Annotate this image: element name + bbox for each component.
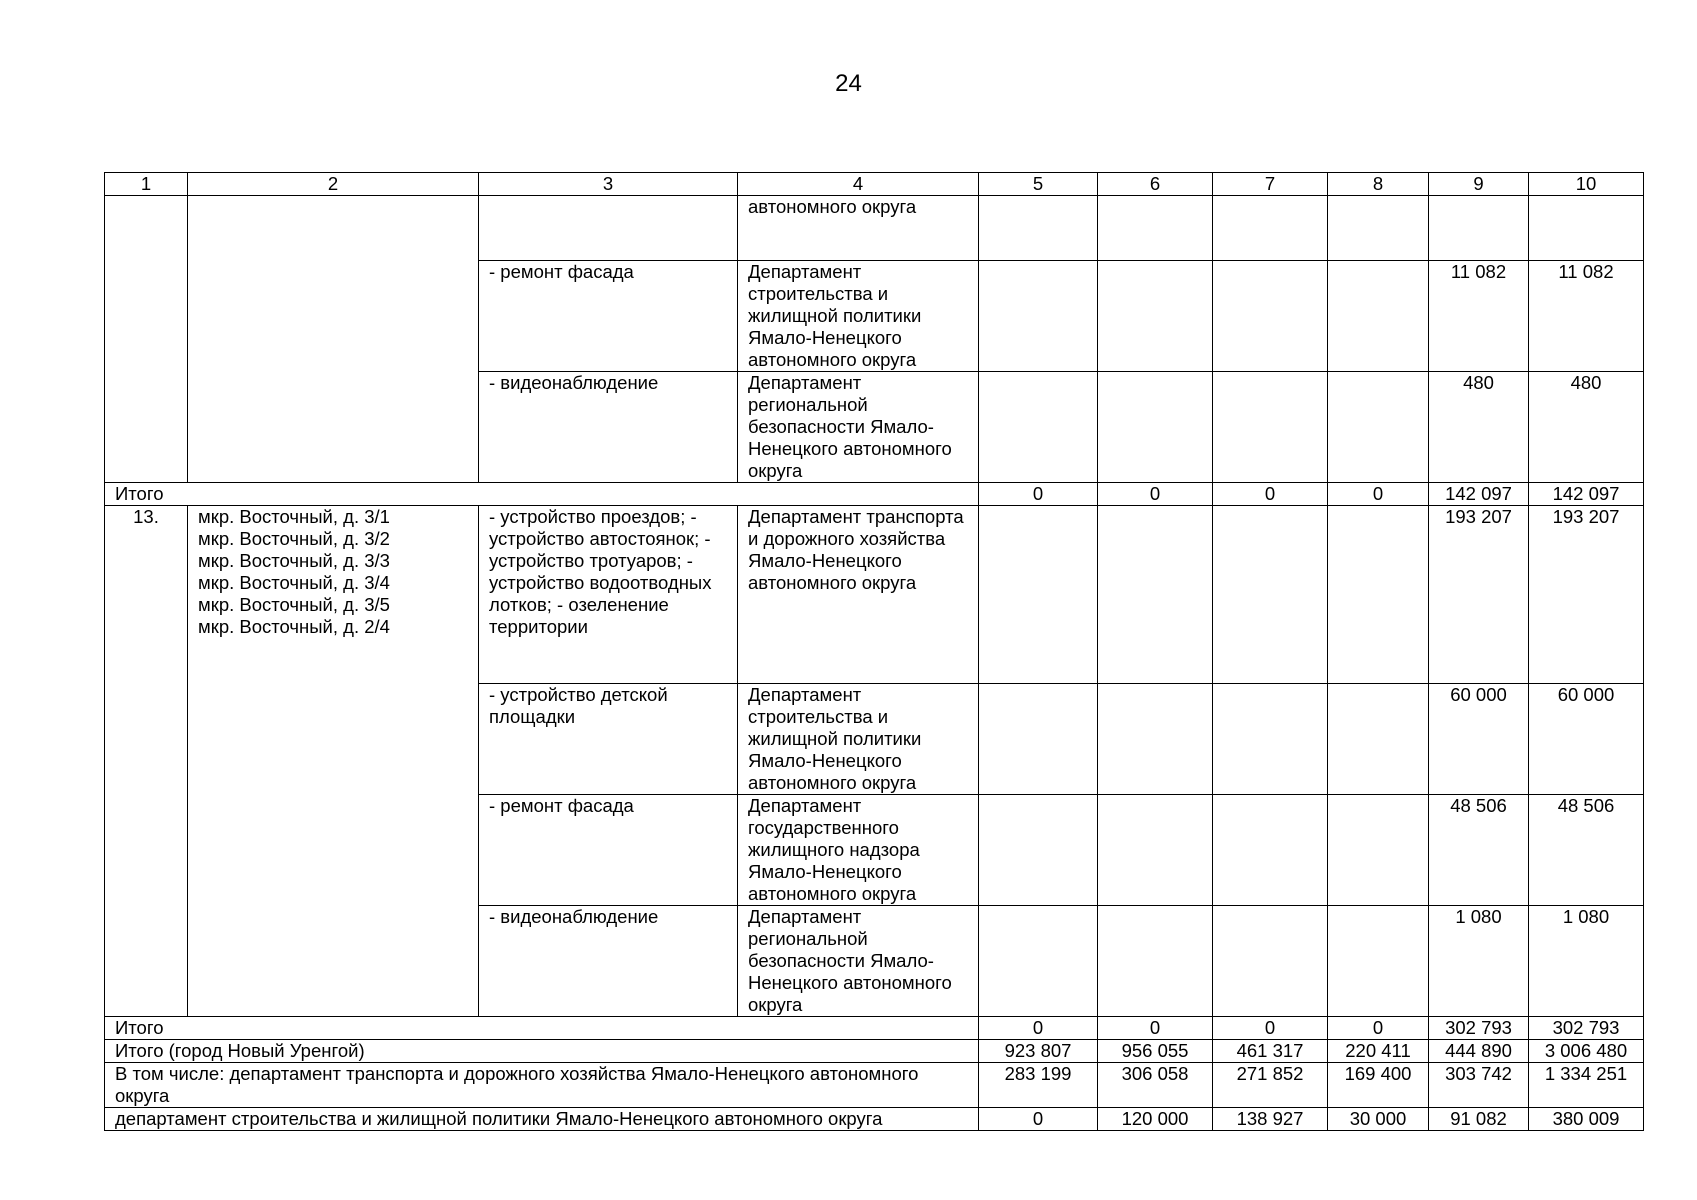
incl-transport-v8: 169 400 [1328,1063,1429,1108]
address-line: мкр. Восточный, д. 3/1 [198,506,390,527]
city-total-v9: 444 890 [1429,1040,1529,1063]
cell-v9: 48 506 [1429,795,1529,906]
incl-transport-v10: 1 334 251 [1529,1063,1644,1108]
incl-construction-label: департамент строительства и жилищной политики Ямало-Ненецкого автономного округа [105,1108,979,1131]
incl-transport-v6: 306 058 [1098,1063,1213,1108]
cell-num [105,196,188,483]
address-line: мкр. Восточный, д. 3/2 [198,528,390,549]
cell-v10: 480 [1529,372,1644,483]
incl-construction-v5: 0 [979,1108,1098,1131]
total-row [105,1017,1644,1040]
col-header: 3 [479,173,738,196]
city-total-v6: 956 055 [1098,1040,1213,1063]
cell-v10: 193 207 [1529,506,1644,684]
city-total-v10: 3 006 480 [1529,1040,1644,1063]
incl-construction-v10: 380 009 [1529,1108,1644,1131]
incl-transport-label: В том числе: департамент транспорта и дорожного хозяйства Ямало-Ненецкого автономного округа [105,1063,979,1108]
cell-work: - видеонаблюдение [479,372,738,483]
col-header: 8 [1328,173,1429,196]
cell-v10: 48 506 [1529,795,1644,906]
incl-transport-v7: 271 852 [1213,1063,1328,1108]
cell-work: - ремонт фасада [479,795,738,906]
city-total-label: Итого (город Новый Уренгой) [105,1040,979,1063]
col-header: 9 [1429,173,1529,196]
total-v7: 0 [1213,1017,1328,1040]
cell-work: - устройство детской площадки [479,684,738,795]
cell-work [479,196,738,261]
cell-v9: 480 [1429,372,1529,483]
col-header: 2 [188,173,479,196]
cell-v9: 11 082 [1429,261,1529,372]
cell-v9: 1 080 [1429,906,1529,1017]
column-numbers-row [105,173,1644,196]
table-row [105,196,1644,261]
incl-transport-row [105,1063,1644,1108]
total-v9: 302 793 [1429,1017,1529,1040]
cell-address [188,506,479,1017]
total-v8: 0 [1328,483,1429,506]
total-v9: 142 097 [1429,483,1529,506]
incl-construction-v7: 138 927 [1213,1108,1328,1131]
col-header: 10 [1529,173,1644,196]
address-line: мкр. Восточный, д. 2/4 [198,616,390,637]
cell-dept: Департамент региональной безопасности Ямало-Ненецкого автономного округа [738,372,979,483]
total-v5: 0 [979,483,1098,506]
cell-v10: 11 082 [1529,261,1644,372]
cell-v10: 60 000 [1529,684,1644,795]
address-line: мкр. Восточный, д. 3/5 [198,594,390,615]
cell-work: - ремонт фасада [479,261,738,372]
col-header: 1 [105,173,188,196]
cell-dept: Департамент региональной безопасности Ямало-Ненецкого автономного округа [738,906,979,1017]
cell-dept: автономного округа [738,196,979,261]
cell-dept: Департамент строительства и жилищной политики Ямало-Ненецкого автономного округа [738,261,979,372]
cell-dept: Департамент государственного жилищного надзора Ямало-Ненецкого автономного округа [738,795,979,906]
incl-construction-v9: 91 082 [1429,1108,1529,1131]
incl-construction-v8: 30 000 [1328,1108,1429,1131]
total-v7: 0 [1213,483,1328,506]
total-v10: 302 793 [1529,1017,1644,1040]
col-header: 5 [979,173,1098,196]
total-row [105,483,1644,506]
total-v8: 0 [1328,1017,1429,1040]
city-total-v8: 220 411 [1328,1040,1429,1063]
address-line: мкр. Восточный, д. 3/4 [198,572,390,593]
col-header: 6 [1098,173,1213,196]
cell-work: - устройство проездов; - устройство автостоянок; - устройство тротуаров; - устройство водоотводных лотков; - озеленение территории [479,506,738,684]
total-v6: 0 [1098,483,1213,506]
table-row [105,506,1644,684]
cell-dept: Департамент строительства и жилищной политики Ямало-Ненецкого автономного округа [738,684,979,795]
address-line: мкр. Восточный, д. 3/3 [198,550,390,571]
data-table [104,172,1644,1131]
cell-num: 13. [105,506,188,1017]
cell-dept: Департамент транспорта и дорожного хозяйства Ямало-Ненецкого автономного округа [738,506,979,684]
total-label: Итого [105,1017,979,1040]
incl-construction-row [105,1108,1644,1131]
cell-v9: 60 000 [1429,684,1529,795]
total-v10: 142 097 [1529,483,1644,506]
incl-transport-v9: 303 742 [1429,1063,1529,1108]
page-number: 24 [835,70,862,97]
cell-v10: 1 080 [1529,906,1644,1017]
cell-address [188,196,479,483]
cell-work: - видеонаблюдение [479,906,738,1017]
incl-transport-v5: 283 199 [979,1063,1098,1108]
incl-construction-v6: 120 000 [1098,1108,1213,1131]
cell-v9: 193 207 [1429,506,1529,684]
total-v6: 0 [1098,1017,1213,1040]
total-v5: 0 [979,1017,1098,1040]
col-header: 7 [1213,173,1328,196]
city-total-v5: 923 807 [979,1040,1098,1063]
col-header: 4 [738,173,979,196]
total-label: Итого [105,483,979,506]
city-total-v7: 461 317 [1213,1040,1328,1063]
city-total-row [105,1040,1644,1063]
